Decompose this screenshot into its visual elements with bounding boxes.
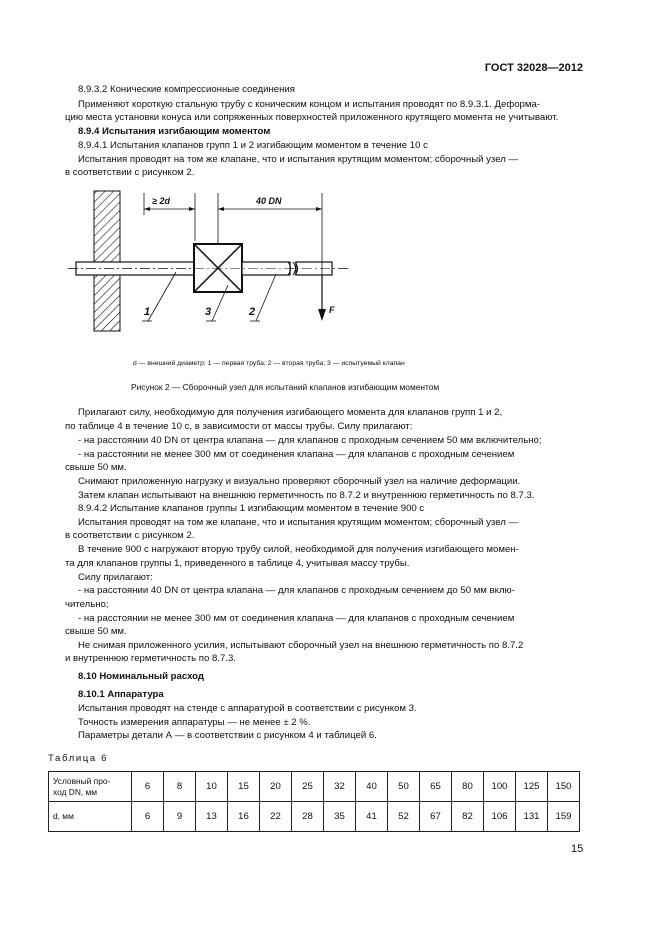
text-line: Испытания проводят на том же клапане, что и испытания крутящим моментом; сборочный узел — (78, 154, 519, 165)
dimension-label-40dn: 40 DN (256, 196, 282, 206)
text-line: Испытания проводят на стенде с аппаратурой в соответствии с рисунком 3. (78, 703, 417, 714)
text-line: Прилагают силу, необходимую для получения изгибающего момента для клапанов групп 1 и 2, (78, 407, 503, 418)
text-line: Снимают приложенную нагрузку и визуально проверяют сборочный узел на наличие деформации. (78, 476, 521, 487)
table-cell: 6 (132, 772, 164, 802)
text-line: цию места установки конуса или сопряженных поверхностей приложенного крутящего момента не учитывают. (65, 112, 559, 123)
table-cell: 22 (260, 802, 292, 832)
text-line: - на расстоянии не менее 300 мм от соединения клапана — для клапанов с проходным сечением (78, 613, 515, 624)
table-cell: 13 (196, 802, 228, 832)
table-cell: 28 (292, 802, 324, 832)
table-header-cell: Условный про- ход DN, мм (49, 772, 132, 802)
figure-caption: Рисунок 2 — Сборочный узел для испытаний клапанов изгибающим моментом (131, 382, 440, 392)
table-cell: 20 (260, 772, 292, 802)
table-cell: 52 (388, 802, 420, 832)
table-cell: 8 (164, 772, 196, 802)
text-line: в соответствии с рисунком 2. (65, 530, 195, 541)
force-label: F (329, 305, 335, 315)
text-line: в соответствии с рисунком 2. (65, 167, 195, 178)
text-line: - на расстоянии 40 DN от центра клапана — для клапанов с проходным сечением до 50 мм вклю- (78, 585, 515, 596)
section-894-title: 8.9.4 Испытания изгибающим моментом (78, 126, 271, 137)
text-line: Затем клапан испытывают на внешнюю герметичность по 8.7.2 и внутреннюю герметичность по 8.7.3. (78, 490, 535, 501)
subsection-8942-title: 8.9.4.2 Испытание клапанов группы 1 изгибающим моментом в течение 900 с (78, 503, 425, 514)
table-cell: 15 (228, 772, 260, 802)
table-6 (48, 771, 580, 832)
table-row (49, 802, 580, 832)
text-line: и внутреннюю герметичность по 8.7.3. (65, 653, 236, 664)
table-cell: 32 (324, 772, 356, 802)
table-cell: 50 (388, 772, 420, 802)
table-cell: 25 (292, 772, 324, 802)
text-line: по таблице 4 в течение 10 с, в зависимости от массы трубы. Силу прилагают: (65, 421, 413, 432)
subsection-8941-title: 8.9.4.1 Испытания клапанов групп 1 и 2 изгибающим моментом в течение 10 с (78, 140, 428, 151)
table-cell: 67 (420, 802, 452, 832)
text-line: свыше 50 мм. (65, 626, 127, 637)
text-line: Не снимая приложенного усилия, испытывают сборочный узел на внешнюю герметичность по 8.7.2 (78, 640, 524, 651)
table-cell: 150 (548, 772, 580, 802)
callout-2: 2 (249, 306, 256, 318)
table-cell: 159 (548, 802, 580, 832)
table-cell: 106 (484, 802, 516, 832)
table-cell: 131 (516, 802, 548, 832)
callout-3: 3 (205, 306, 212, 318)
text-line: Применяют короткую стальную трубу с коническим концом и испытания проводят по 8.9.3.1. Деформа- (78, 99, 541, 110)
table-cell: 80 (452, 772, 484, 802)
table-cell: 65 (420, 772, 452, 802)
text-line: та для клапанов группы 1, приведенного в таблице 4, учитывая массу трубы. (65, 558, 410, 569)
text-line: свыше 50 мм. (65, 462, 127, 473)
table-cell: 41 (356, 802, 388, 832)
text-line: Испытания проводят на том же клапане, что и испытания крутящим моментом; сборочный узел — (78, 517, 519, 528)
callout-1: 1 (144, 306, 151, 318)
table-cell: 35 (324, 802, 356, 832)
table-cell: 100 (484, 772, 516, 802)
table-cell: 125 (516, 772, 548, 802)
figure-legend: d — внешний диаметр; 1 — первая труба; 2 — вторая труба; 3 — испытуемый клапан (133, 360, 405, 367)
table-cell: 82 (452, 802, 484, 832)
table-row (49, 772, 580, 802)
text-line: чительно; (65, 599, 109, 610)
force-arrow-icon (318, 309, 326, 321)
text-line: - на расстоянии 40 DN от центра клапана — для клапанов с проходным сечением 50 мм включительно; (78, 435, 542, 446)
table-cell: 6 (132, 802, 164, 832)
table-cell: 9 (164, 802, 196, 832)
section-810-title: 8.10 Номинальный расход (78, 671, 204, 682)
wall (94, 191, 120, 331)
text-line: Параметры детали А — в соответствии с рисунком 4 и таблицей 6. (78, 730, 377, 741)
subsection-8101-title: 8.10.1 Аппаратура (78, 689, 164, 700)
text-line: - на расстоянии не менее 300 мм от соединения клапана — для клапанов с проходным сечением (78, 449, 515, 460)
table-cell: 16 (228, 802, 260, 832)
text-line: Силу прилагают: (78, 572, 153, 583)
table-6-label: Таблица 6 (48, 753, 109, 764)
text-line: Точность измерения аппаратуры — не менее ± 2 %. (78, 717, 311, 728)
table-cell: 10 (196, 772, 228, 802)
para-8932-title: 8.9.3.2 Конические компрессионные соединения (78, 84, 295, 95)
document-id: ГОСТ 32028—2012 (484, 62, 583, 74)
page-number: 15 (571, 843, 584, 855)
dimension-label-2d: ≥ 2d (152, 196, 170, 206)
text-line: В течение 900 с нагружают вторую трубу силой, необходимой для получения изгибающего момен- (78, 544, 519, 555)
table-header-cell: d, мм (49, 802, 132, 832)
table-cell: 40 (356, 772, 388, 802)
